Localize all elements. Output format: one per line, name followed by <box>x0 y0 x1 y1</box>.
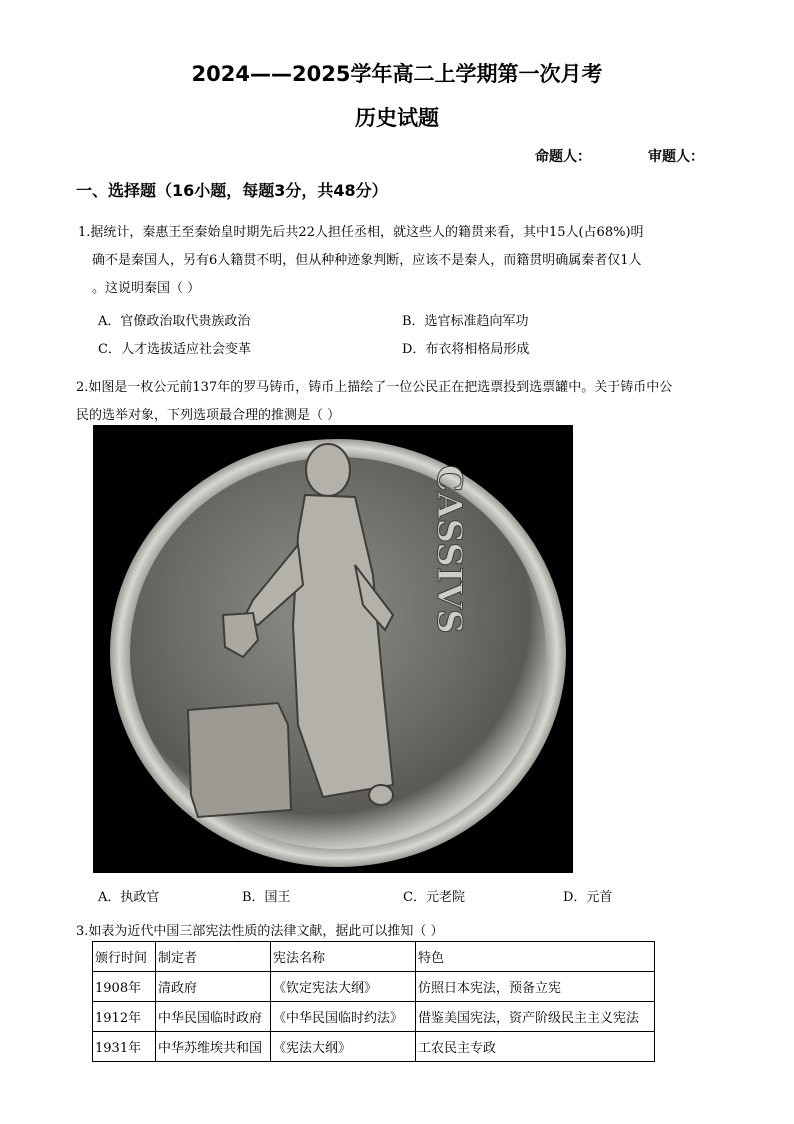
subject-title: 历史试题 <box>355 106 439 130</box>
question-2-line-1: 2.如图是一枚公元前137年的罗马铸币，铸币上描绘了一位公民正在把选票投到选票罐中。关于铸币中公 <box>76 380 673 395</box>
table-row <box>93 972 655 1002</box>
table-cell: 1912年 <box>93 1002 156 1032</box>
question-1-option-c[interactable]: C．人才选拔适应社会变革 <box>98 342 251 357</box>
question-2-option-a[interactable]: A．执政官 <box>98 890 160 905</box>
question-2-option-b[interactable]: B．国王 <box>242 890 291 905</box>
exam-title: 2024——2025学年高二上学期第一次月考 <box>191 62 603 86</box>
question-2-option-c[interactable]: C．元老院 <box>403 890 465 905</box>
table-cell: 1908年 <box>93 972 156 1002</box>
table-cell: 借鉴美国宪法，资产阶级民主主义宪法 <box>416 1002 655 1032</box>
table-header-cell: 特色 <box>416 942 655 972</box>
reviewer-label: 审题人： <box>648 149 704 165</box>
table-cell: 仿照日本宪法，预备立宪 <box>416 972 655 1002</box>
table-header-cell: 制定者 <box>156 942 271 972</box>
question-1-option-d[interactable]: D．布衣将相格局形成 <box>402 342 530 357</box>
table-header-cell: 宪法名称 <box>271 942 416 972</box>
author-label: 命题人： <box>535 149 591 165</box>
table-row <box>93 1032 655 1062</box>
table-cell: 工农民主专政 <box>416 1032 655 1062</box>
constitution-table <box>92 941 655 1062</box>
table-cell: 《中华民国临时约法》 <box>271 1002 416 1032</box>
voting-box <box>188 703 291 817</box>
question-1-line-3: 。这说明秦国（ ） <box>92 281 201 296</box>
table-cell: 《钦定宪法大纲》 <box>271 972 416 1002</box>
question-3-line-1: 3.如表为近代中国三部宪法性质的法律文献，据此可以推知（ ） <box>76 924 444 939</box>
section-heading: 一、选择题（16小题，每题3分，共48分） <box>76 181 388 200</box>
question-2-option-d[interactable]: D．元首 <box>563 890 613 905</box>
question-1-option-b[interactable]: B．选官标准趋向军功 <box>402 314 529 329</box>
table-cell: 中华民国临时政府 <box>156 1002 271 1032</box>
roman-coin-image <box>93 425 573 873</box>
question-1-line-2: 确不是秦国人，另有6人籍贯不明，但从种种迹象判断，应该不是秦人，而籍贯明确属秦者仅1人 <box>92 253 642 268</box>
table-cell: 清政府 <box>156 972 271 1002</box>
coin-inscription: CASSIVS <box>429 465 469 634</box>
question-1-option-a[interactable]: A．官僚政治取代贵族政治 <box>98 314 251 329</box>
table-cell: 中华苏维埃共和国 <box>156 1032 271 1062</box>
table-header-row <box>93 942 655 972</box>
question-2-line-2: 民的选举对象，下列选项最合理的推测是（ ） <box>76 408 341 423</box>
question-1-line-1: 1.据统计，秦惠王至秦始皇时期先后共22人担任丞相，就这些人的籍贯来看，其中15人(占68%)明 <box>78 225 644 240</box>
table-header-cell: 颁行时间 <box>93 942 156 972</box>
table-row <box>93 1002 655 1032</box>
table-cell: 《宪法大纲》 <box>271 1032 416 1062</box>
coin-photo <box>93 425 573 873</box>
table-cell: 1931年 <box>93 1032 156 1062</box>
